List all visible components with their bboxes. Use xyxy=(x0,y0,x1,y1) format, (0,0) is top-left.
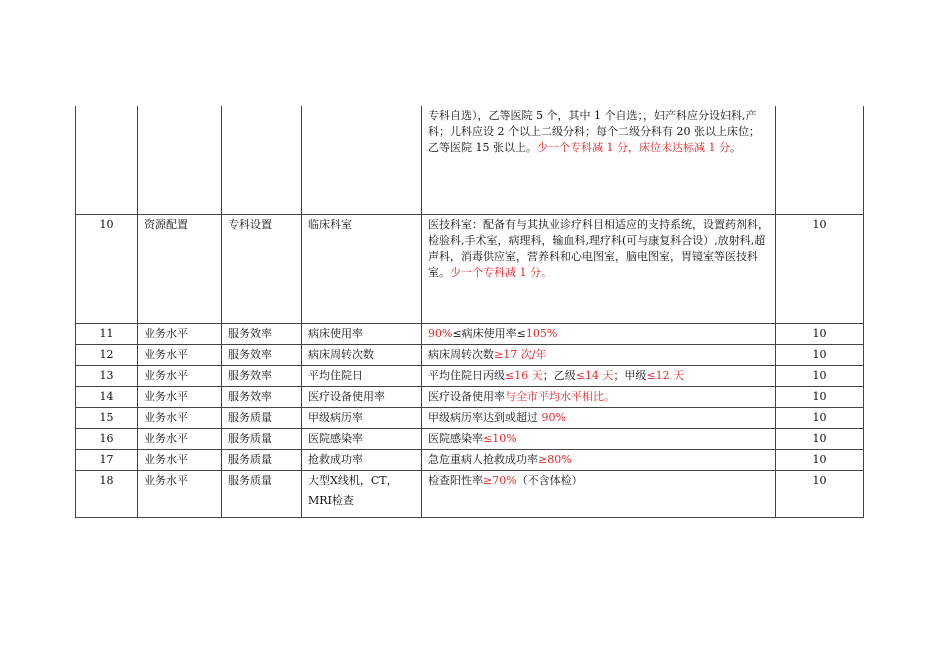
row-number xyxy=(76,106,138,215)
row-number: 13 xyxy=(76,366,138,387)
table-row xyxy=(76,387,864,408)
row-number: 16 xyxy=(76,429,138,450)
deduction-rule-text: 少一个专科减 1 分。 xyxy=(450,266,552,279)
deduction-rule-text: ≥80% xyxy=(538,453,572,466)
item-cell: 平均住院日 xyxy=(302,366,422,387)
detail-cell xyxy=(422,387,776,408)
detail-cell xyxy=(422,106,776,215)
item-cell xyxy=(302,106,422,215)
table-row xyxy=(76,324,864,345)
table-row xyxy=(76,408,864,429)
criteria-text: 医技科室：配备有与其执业诊疗科目相适应的支持系统，设置药剂科，检验科,手术室，病理科，输血科,理疗科(可与康复科合设）,放射科,超声科，消毒供应室，营养科和心电图室，脑电图室，胃镜室等医技科室。 xyxy=(428,218,769,279)
deduction-rule-text: ≤12 天 xyxy=(646,369,685,382)
category-cell xyxy=(138,106,222,215)
detail-cell xyxy=(422,471,776,518)
item-cell: 病床周转次数 xyxy=(302,345,422,366)
score-cell: 10 xyxy=(776,471,864,518)
criteria-text: ；甲级 xyxy=(613,369,647,382)
table-row xyxy=(76,215,864,324)
detail-cell xyxy=(422,429,776,450)
table-body xyxy=(76,106,864,518)
detail-cell xyxy=(422,366,776,387)
deduction-rule-text: 与全市平均水平相比。 xyxy=(505,390,615,403)
deduction-rule-text: ≤10% xyxy=(483,432,517,445)
score-cell: 10 xyxy=(776,429,864,450)
row-number: 17 xyxy=(76,450,138,471)
detail-cell xyxy=(422,345,776,366)
subcategory-cell: 专科设置 xyxy=(222,215,302,324)
item-cell: 抢救成功率 xyxy=(302,450,422,471)
table-row xyxy=(76,471,864,518)
category-cell: 业务水平 xyxy=(138,345,222,366)
deduction-rule-text: 少一个专科减 1 分，床位未达标减 1 分 xyxy=(537,141,730,154)
criteria-text: 检查阳性率 xyxy=(428,474,483,487)
category-cell: 业务水平 xyxy=(138,450,222,471)
deduction-rule-text: 90% xyxy=(541,411,566,424)
criteria-text: 平均住院日丙级 xyxy=(428,369,505,382)
subcategory-cell: 服务质量 xyxy=(222,408,302,429)
deduction-rule-text: ≥17 次/年 xyxy=(494,348,547,361)
item-cell: 病床使用率 xyxy=(302,324,422,345)
subcategory-cell xyxy=(222,106,302,215)
detail-cell xyxy=(422,324,776,345)
subcategory-cell: 服务质量 xyxy=(222,450,302,471)
row-number: 10 xyxy=(76,215,138,324)
row-number: 18 xyxy=(76,471,138,518)
criteria-text: 医疗设备使用率 xyxy=(428,390,505,403)
table-row xyxy=(76,345,864,366)
detail-cell xyxy=(422,450,776,471)
criteria-text: 专科自选），乙等医院 5 个，其中 1 个自选；，妇产科应分设妇科,产科；儿科应设 2 个以上二级分科；每个二级分科有 20 张以上床位；乙等医院 15 张以上。 xyxy=(428,109,760,154)
category-cell: 资源配置 xyxy=(138,215,222,324)
deduction-rule-text: 90% xyxy=(428,327,453,340)
row-number: 15 xyxy=(76,408,138,429)
score-cell xyxy=(776,106,864,215)
row-number: 14 xyxy=(76,387,138,408)
score-cell: 10 xyxy=(776,387,864,408)
item-cell: 医院感染率 xyxy=(302,429,422,450)
criteria-text: ；乙级 xyxy=(542,369,576,382)
deduction-rule-text: ≤16 天 xyxy=(505,369,543,382)
criteria-text: ≤病床使用率≤ xyxy=(452,327,526,340)
detail-cell xyxy=(422,215,776,324)
criteria-text: 急危重病人抢救成功率 xyxy=(428,453,538,466)
item-cell: 临床科室 xyxy=(302,215,422,324)
criteria-text: 甲级病历率达到或超过 xyxy=(428,411,542,424)
table-row xyxy=(76,366,864,387)
category-cell: 业务水平 xyxy=(138,429,222,450)
score-cell: 10 xyxy=(776,215,864,324)
row-number: 12 xyxy=(76,345,138,366)
score-cell: 10 xyxy=(776,324,864,345)
item-cell: 大型X线机，CT，MRI检查 xyxy=(302,471,422,518)
score-cell: 10 xyxy=(776,345,864,366)
category-cell: 业务水平 xyxy=(138,471,222,518)
criteria-text: 病床周转次数 xyxy=(428,348,494,361)
evaluation-table xyxy=(75,106,864,518)
table-row xyxy=(76,106,864,215)
category-cell: 业务水平 xyxy=(138,324,222,345)
item-cell: 甲级病历率 xyxy=(302,408,422,429)
deduction-rule-text: ≥70% xyxy=(483,474,517,487)
table-row xyxy=(76,450,864,471)
criteria-text: 。 xyxy=(729,141,741,154)
deduction-rule-text: 105% xyxy=(525,327,558,340)
subcategory-cell: 服务效率 xyxy=(222,366,302,387)
subcategory-cell: 服务质量 xyxy=(222,429,302,450)
criteria-text: （不含体检） xyxy=(516,474,583,487)
score-cell: 10 xyxy=(776,408,864,429)
table-row xyxy=(76,429,864,450)
score-cell: 10 xyxy=(776,450,864,471)
deduction-rule-text: ≤14 天 xyxy=(575,369,614,382)
category-cell: 业务水平 xyxy=(138,408,222,429)
category-cell: 业务水平 xyxy=(138,366,222,387)
subcategory-cell: 服务效率 xyxy=(222,324,302,345)
detail-cell xyxy=(422,408,776,429)
score-cell: 10 xyxy=(776,366,864,387)
subcategory-cell: 服务质量 xyxy=(222,471,302,518)
subcategory-cell: 服务效率 xyxy=(222,345,302,366)
row-number: 11 xyxy=(76,324,138,345)
subcategory-cell: 服务效率 xyxy=(222,387,302,408)
item-cell: 医疗设备使用率 xyxy=(302,387,422,408)
category-cell: 业务水平 xyxy=(138,387,222,408)
criteria-text: 医院感染率 xyxy=(428,432,483,445)
